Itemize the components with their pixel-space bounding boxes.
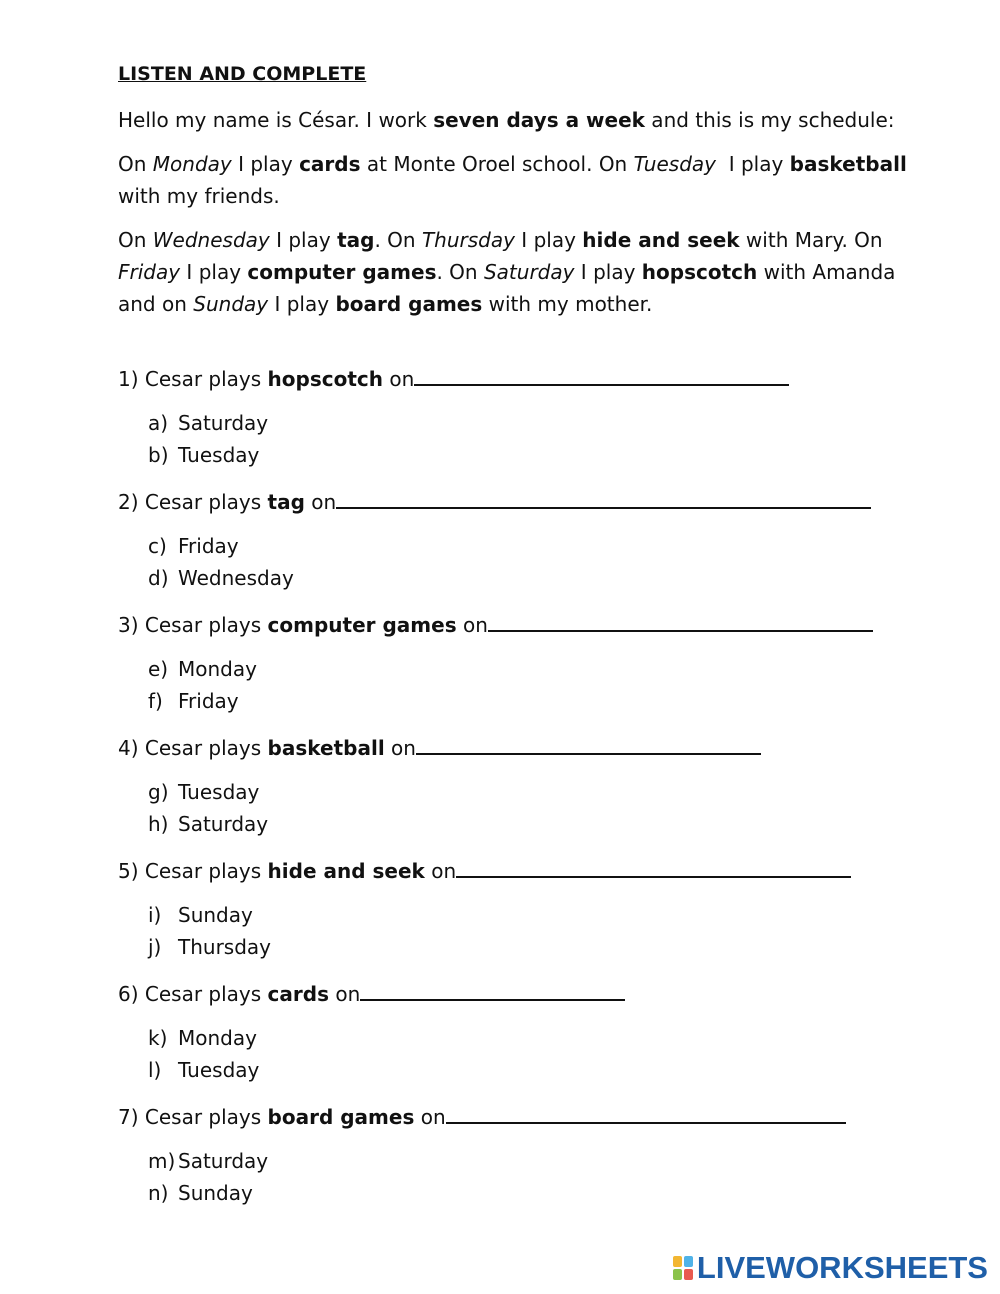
question-number: 7): [118, 1105, 139, 1129]
option-text: Wednesday: [178, 566, 294, 590]
question-text: Cesar plays: [144, 367, 268, 391]
option-list: [148, 776, 918, 840]
question-number: 2): [118, 490, 139, 514]
logo-square: [673, 1256, 682, 1267]
text: On: [118, 228, 153, 252]
option-text: Monday: [178, 1026, 257, 1050]
option-text: Thursday: [178, 935, 271, 959]
schedule-paragraph-1: [118, 148, 918, 212]
question-text: on: [383, 367, 415, 391]
question-text: on: [304, 490, 337, 514]
option[interactable]: [148, 407, 918, 439]
logo-square: [673, 1269, 682, 1280]
option-text: Saturday: [178, 812, 269, 836]
activity: basketball: [789, 152, 907, 176]
option-letter: i): [148, 903, 162, 927]
schedule-paragraph-2: [118, 224, 918, 320]
question-number: 6): [118, 982, 139, 1006]
question-activity: tag: [267, 490, 305, 514]
question-activity: basketball: [267, 736, 385, 760]
question-text: on: [384, 736, 416, 760]
option-letter: n): [148, 1181, 169, 1205]
question-text: Cesar plays: [144, 613, 268, 637]
question-text: Cesar plays: [144, 490, 268, 514]
option[interactable]: [148, 899, 918, 931]
option-letter: c): [148, 534, 167, 558]
answer-blank[interactable]: [414, 362, 789, 386]
question: [118, 854, 918, 887]
option-letter: e): [148, 657, 169, 681]
option-letter: h): [148, 812, 169, 836]
activity: tag: [337, 228, 375, 252]
text: I play: [269, 228, 338, 252]
option-letter: g): [148, 780, 169, 804]
worksheet-page: [118, 60, 918, 1223]
option-text: Saturday: [178, 1149, 269, 1173]
option-list: [148, 653, 918, 717]
question-text: Cesar plays: [144, 859, 268, 883]
option-letter: f): [148, 689, 163, 713]
text: On: [118, 152, 153, 176]
question-number: 1): [118, 367, 139, 391]
option[interactable]: [148, 562, 918, 594]
option-letter: j): [148, 935, 162, 959]
option-text: Friday: [178, 534, 239, 558]
question: [118, 977, 918, 1010]
question-activity: hopscotch: [267, 367, 383, 391]
day: Tuesday: [633, 152, 716, 176]
option[interactable]: [148, 776, 918, 808]
option-text: Sunday: [178, 903, 253, 927]
option-letter: k): [148, 1026, 168, 1050]
question: [118, 485, 918, 518]
question-activity: computer games: [267, 613, 457, 637]
question-list: [118, 362, 918, 1209]
question-activity: board games: [267, 1105, 415, 1129]
question: [118, 731, 918, 764]
text: I play: [574, 260, 642, 284]
text: I play: [716, 152, 790, 176]
text: at Monte Oroel school. On: [360, 152, 634, 176]
question-text: on: [456, 613, 488, 637]
option-letter: b): [148, 443, 169, 467]
option-text: Tuesday: [178, 1058, 260, 1082]
question: [118, 362, 918, 395]
question-text: on: [328, 982, 361, 1006]
activity: computer games: [247, 260, 437, 284]
day: Thursday: [421, 228, 515, 252]
option-letter: m): [148, 1149, 176, 1173]
question: [118, 1100, 918, 1133]
option-list: [148, 407, 918, 471]
question-text: Cesar plays: [144, 982, 268, 1006]
option[interactable]: [148, 808, 918, 840]
text: with my friends.: [118, 184, 280, 208]
intro-text: and this is my schedule:: [644, 108, 895, 132]
question-number: 3): [118, 613, 139, 637]
liveworksheets-logo: [673, 1250, 988, 1286]
answer-blank[interactable]: [488, 608, 873, 632]
option[interactable]: [148, 653, 918, 685]
worksheet-title: LISTEN AND COMPLETE: [118, 63, 367, 85]
day: Sunday: [193, 292, 269, 316]
question-text: Cesar plays: [144, 736, 268, 760]
answer-blank[interactable]: [416, 731, 761, 755]
text: I play: [231, 152, 300, 176]
option-text: Saturday: [178, 411, 269, 435]
question-number: 5): [118, 859, 139, 883]
question-number: 4): [118, 736, 139, 760]
intro-paragraph: [118, 104, 918, 136]
option[interactable]: [148, 1145, 918, 1177]
question: [118, 608, 918, 641]
logo-icon: [673, 1256, 693, 1280]
question-text: on: [424, 859, 457, 883]
option-text: Tuesday: [178, 443, 260, 467]
activity: cards: [299, 152, 361, 176]
option-list: [148, 1022, 918, 1086]
option-text: Sunday: [178, 1181, 253, 1205]
day: Friday: [118, 260, 181, 284]
answer-blank[interactable]: [446, 1100, 846, 1124]
option[interactable]: [148, 1054, 918, 1086]
text: with my mother.: [482, 292, 653, 316]
activity: board games: [335, 292, 483, 316]
option-text: Monday: [178, 657, 257, 681]
day: Saturday: [483, 260, 575, 284]
text: I play: [514, 228, 583, 252]
text: I play: [268, 292, 336, 316]
option[interactable]: [148, 1022, 918, 1054]
logo-text: LIVEWORKSHEETS: [696, 1250, 988, 1285]
text: with Amanda and on: [118, 260, 896, 316]
question-text: on: [414, 1105, 446, 1129]
option-text: Friday: [178, 689, 239, 713]
option[interactable]: [148, 1177, 918, 1209]
option[interactable]: [148, 931, 918, 963]
question-activity: cards: [267, 982, 329, 1006]
activity: hide and seek: [582, 228, 740, 252]
activity: hopscotch: [641, 260, 758, 284]
question-activity: hide and seek: [267, 859, 425, 883]
day: Monday: [152, 152, 232, 176]
intro-bold: seven days a week: [433, 108, 645, 132]
option-letter: d): [148, 566, 169, 590]
day: Wednesday: [152, 228, 270, 252]
option[interactable]: [148, 439, 918, 471]
option-text: Tuesday: [178, 780, 260, 804]
option-letter: l): [148, 1058, 162, 1082]
intro-text: Hello my name is César. I work: [118, 108, 434, 132]
option[interactable]: [148, 685, 918, 717]
option-list: [148, 899, 918, 963]
text: with Mary. On: [739, 228, 883, 252]
logo-square: [684, 1256, 693, 1267]
option-list: [148, 1145, 918, 1209]
text: . On: [436, 260, 484, 284]
answer-blank[interactable]: [360, 977, 625, 1001]
text: I play: [180, 260, 248, 284]
option[interactable]: [148, 530, 918, 562]
option-letter: a): [148, 411, 169, 435]
logo-square: [684, 1269, 693, 1280]
option-list: [148, 530, 918, 594]
question-text: Cesar plays: [144, 1105, 268, 1129]
answer-blank[interactable]: [456, 854, 851, 878]
answer-blank[interactable]: [336, 485, 871, 509]
text: . On: [374, 228, 422, 252]
